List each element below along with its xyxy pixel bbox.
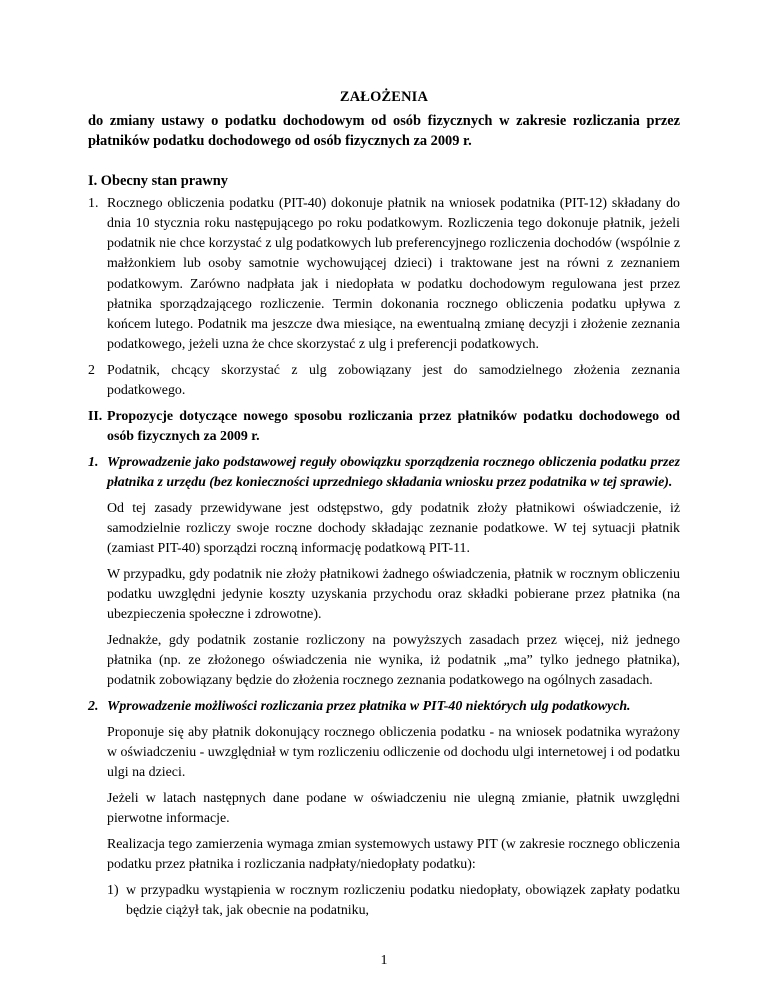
point-1-heading (88, 453, 680, 493)
point-heading-text: Wprowadzenie jako podstawowej reguły obowiązku sporządzenia rocznego obliczenia podatku przez płatnika z urzędu (bez konieczności uprzedniego składania wniosku przez podatnika w tej sprawie). (107, 455, 680, 491)
point-number: 2. (88, 699, 99, 714)
section-2-heading (88, 407, 680, 447)
sub-item-text: w przypadku wystąpienia w rocznym rozliczeniu podatku niedopłaty, obowiązek zapłaty podatku będzie ciążył tak, jak obecnie na podatniku, (126, 883, 680, 919)
item-number: 2 (88, 363, 95, 378)
section-1-heading: I. Obecny stan prawny (88, 173, 228, 189)
document-title: ZAŁOŻENIA (339, 89, 429, 105)
section-1-item-2 (88, 361, 680, 401)
section-1-item-1 (88, 194, 680, 355)
item-number: 1. (88, 196, 99, 211)
paragraph: Realizacja tego zamierzenia wymaga zmian systemowych ustawy PIT (w zakresie rocznego obliczenia podatku przez płatnika i rozliczania nadpłaty/niedopłaty podatku): (107, 837, 680, 873)
paragraph: Proponuje się aby płatnik dokonujący rocznego obliczenia podatku - na wniosek podatnika wyrażony w oświadczeniu - uwzględniał w tym rozliczeniu odliczenie od dochodu ulgi internetowej i od podatku ulgi na dzieci. (107, 725, 680, 781)
paragraph: Jeżeli w latach następnych dane podane w oświadczeniu nie ulegną zmianie, płatnik uwzględni pierwotne informacje. (107, 791, 680, 827)
section-number: II. (88, 409, 103, 424)
point-number: 1. (88, 455, 99, 470)
point-heading-text: Wprowadzenie możliwości rozliczania przez płatnika w PIT-40 niektórych ulg podatkowych. (107, 699, 631, 714)
document-subtitle: do zmiany ustawy o podatku dochodowym od osób fizycznych w zakresie rozliczania przez płatników podatku dochodowego od osób fizycznych za 2009 r. (88, 113, 680, 149)
section-2-heading-text: Propozycje dotyczące nowego sposobu rozliczania przez płatników podatku dochodowego od osób fizycznych za 2009 r. (107, 409, 680, 445)
item-text: Rocznego obliczenia podatku (PIT-40) dokonuje płatnik na wniosek podatnika (PIT-12) składany do dnia 10 stycznia roku następującego po roku podatkowym. Rozliczenia tego dokonuje płatnik, jeżeli podatnik nie chce korzystać z ulg podatkowych lub preferencyjnego rozliczenia dochodów (wspólnie z małżonkiem lub osoby samotnie wychowującej dzieci) i traktowane jest na równi z zeznaniem podatkowym. Zarówno nadpłata jak i niedopłata w podatku dochodowym regulowana jest przez płatnika sporządzającego rozliczenie. Termin dokonania rocznego obliczenia podatku upływa z końcem lutego. Podatnik ma jeszcze dwa miesiące, na ewentualną zmianę decyzji i złożenie zeznania podatkowego, jeżeli uzna że chce skorzystać z ulg i preferencji podatkowych. (107, 196, 680, 353)
item-text: Podatnik, chcący skorzystać z ulg zobowiązany jest do samodzielnego złożenia zeznania podatkowego. (107, 363, 680, 399)
paragraph: Jednakże, gdy podatnik zostanie rozliczony na powyższych zasadach przez więcej, niż jednego płatnika (np. ze złożonego oświadczenia nie wynika, iż podatnik „ma” tylko jednego płatnika), podatnik zobowiązany będzie do złożenia rocznego zeznania podatkowego na ogólnych zasadach. (107, 633, 680, 689)
point-2-heading (88, 697, 680, 717)
paragraph: W przypadku, gdy podatnik nie złoży płatnikowi żadnego oświadczenia, płatnik w rocznym obliczeniu podatku uwzględni jedynie koszty uzyskania przychodu oraz składki pobierane przez płatnika (na ubezpieczenia społeczne i zdrowotne). (107, 567, 680, 623)
sub-item-number: 1) (107, 883, 119, 898)
sub-item-1 (107, 881, 680, 921)
paragraph: Od tej zasady przewidywane jest odstępstwo, gdy podatnik złoży płatnikowi oświadczenie, iż samodzielnie rozliczy swoje roczne dochody składając zeznanie podatkowe. W tej sytuacji płatnik (zamiast PIT-40) sporządzi roczną informację podatkową PIT-11. (107, 501, 680, 557)
page-number: 1 (380, 953, 388, 968)
